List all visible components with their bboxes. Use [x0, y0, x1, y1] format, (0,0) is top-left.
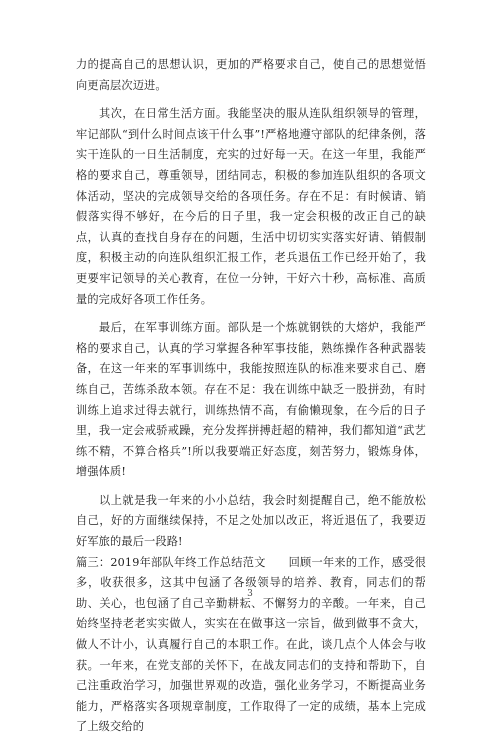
paragraph-continuation: 力的提高自己的思想认识，更加的严格要求自己，使自己的思想觉悟向更高层次迈进。 [76, 58, 426, 92]
document-body [76, 55, 426, 738]
paragraph-article-three: 篇三：2019年部队年终工作总结范文 回顾一年来的工作，感受很多，收获很多，这其中包涵了各级领导的培养、教育，同志们的帮助、关心，也包涵了自己辛勤耕耘、不懈努力的辛酸。一年来，自己始终坚持老老实实做人，实实在在做事这一宗旨，做到做事不贪大，做人不计小，认真履行自己的本职工作。在此，谈几点个人体会与收获。一年来，在党支部的关怀下，在战友同志们的支持和帮助下，自己注重政治学习，加强世界观的改造，强化业务学习，不断提高业务能力，严格落实各项规章制度，工作取得了一定的成绩，基本上完成了上级交给的 [76, 555, 426, 734]
paragraph-summary: 以上就是我一年来的小小总结，我会时刻提醒自己，绝不能放松自己，好的方面继续保持，不足之处加以改正，将近退伍了，我要迈好军旅的最后一段路! [76, 493, 426, 549]
paragraph-daily-life: 其次，在日常生活方面。我能坚决的服从连队组织领导的管理，牢记部队“到什么时间点该干什么事”!严格地遵守部队的纪律条例，落实干连队的一日生活制度，充实的过好每一天。在这一年里，我能严格的要求自己，尊重领导，团结同志，积极的参加连队组织的各项文体活动，坚决的完成领导交给的各项任务。存在不足：有时候请、销假落实得不够好，在今后的日子里，我一定会积极的改正自己的缺点，认真的查找自身存在的问题，生活中切切实实落实好请、销假制度，积极主动的向连队组织汇报工作，老兵退伍工作已经开始了，我更要牢记领导的关心教育，在位一分钟，干好六十秒，高标准、高质量的完成好各项工作任务。 [76, 107, 426, 306]
page-number: 3 [247, 589, 253, 599]
paragraph-military-training: 最后，在军事训练方面。部队是一个炼就钢铁的大熔炉，我能严格的要求自己，认真的学习掌握各种军事技能，熟练操作各种武器装备，在这一年来的军事训练中，我能按照连队的标准来要求自己、磨练自己，苦练杀敌本领。存在不足：我在训练中缺乏一股拼劲，有时训练上追求过得去就行，训练热情不高，有偷懒现象，在今后的日子里，我一定会戒骄戒躁，充分发挥拼搏赶超的精神，我们都知道“武艺练不精，不算合格兵”!所以我要端正好态度，刻苦努力，锻炼身体，增强体质! [76, 321, 426, 479]
